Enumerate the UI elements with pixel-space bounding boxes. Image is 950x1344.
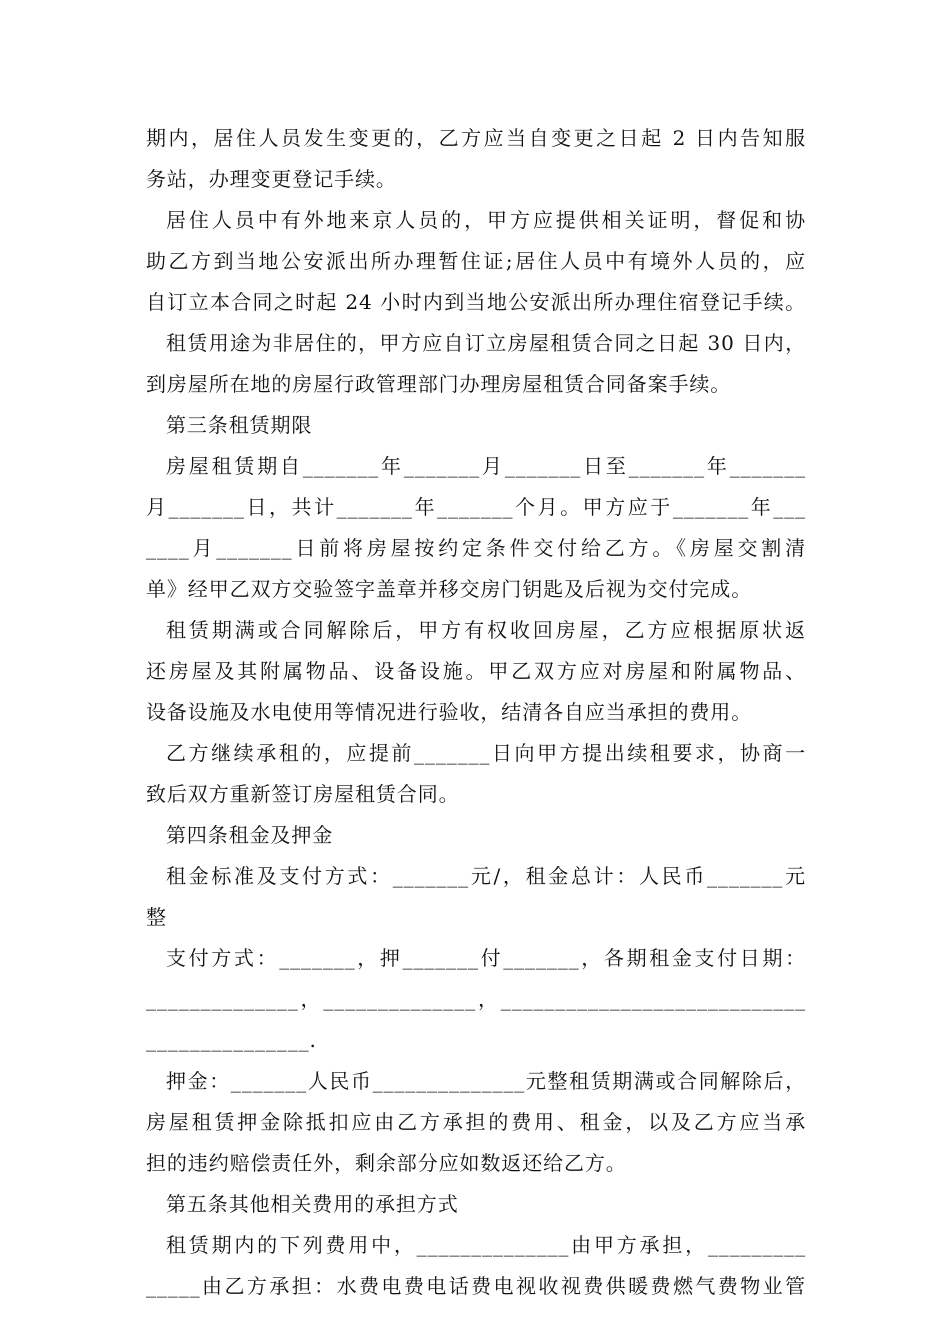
paragraph-line: ______________，______________，____________________________ bbox=[146, 987, 806, 1011]
paragraph-line: 租赁期满或合同解除后，甲方有权收回房屋，乙方应根据原状返 bbox=[166, 618, 806, 642]
paragraph-line: _______________. bbox=[146, 1028, 317, 1052]
section-heading: 第四条租金及押金 bbox=[166, 823, 334, 847]
paragraph-line: 期内，居住人员发生变更的，乙方应当自变更之日起 2 日内告知服 bbox=[146, 126, 806, 150]
paragraph-line: _____由乙方承担：水费电费电话费电视收视费供暖费燃气费物业管 bbox=[146, 1274, 806, 1298]
paragraph-line: 月_______日，共计_______年_______个月。甲方应于_______年___ bbox=[146, 495, 806, 519]
paragraph-line: 租赁用途为非居住的，甲方应自订立房屋租赁合同之日起 30 日内， bbox=[166, 331, 806, 355]
paragraph-line: 致后双方重新签订房屋租赁合同。 bbox=[146, 782, 460, 806]
section-heading: 第五条其他相关费用的承担方式 bbox=[166, 1192, 459, 1216]
paragraph-line: 支付方式：_______，押_______付_______，各期租金支付日期： bbox=[166, 946, 806, 970]
paragraph-line: 整 bbox=[146, 905, 167, 929]
paragraph-line: 押金：_______人民币______________元整租赁期满或合同解除后， bbox=[166, 1069, 806, 1093]
paragraph-line: 助乙方到当地公安派出所办理暂住证;居住人员中有境外人员的，应 bbox=[146, 249, 806, 273]
section-heading: 第三条租赁期限 bbox=[166, 413, 313, 437]
paragraph-line: 房屋租赁押金除抵扣应由乙方承担的费用、租金，以及乙方应当承 bbox=[146, 1110, 806, 1134]
paragraph-line: 单》经甲乙双方交验签字盖章并移交房门钥匙及后视为交付完成。 bbox=[146, 577, 753, 601]
paragraph-line: 务站，办理变更登记手续。 bbox=[146, 167, 397, 191]
paragraph-line: 担的违约赔偿责任外，剩余部分应如数返还给乙方。 bbox=[146, 1151, 627, 1175]
paragraph-line: 到房屋所在地的房屋行政管理部门办理房屋租赁合同备案手续。 bbox=[146, 372, 732, 396]
paragraph-line: 设备设施及水电使用等情况进行验收，结清各自应当承担的费用。 bbox=[146, 700, 753, 724]
paragraph-line: 自订立本合同之时起 24 小时内到当地公安派出所办理住宿登记手续。 bbox=[146, 290, 806, 314]
paragraph-line: 居住人员中有外地来京人员的，甲方应提供相关证明，督促和协 bbox=[166, 208, 806, 232]
paragraph-line: 房屋租赁期自_______年_______月_______日至_______年_______ bbox=[166, 454, 806, 478]
paragraph-line: ____月_______日前将房屋按约定条件交付给乙方。《房屋交割清 bbox=[146, 536, 806, 560]
paragraph-line: 租赁期内的下列费用中，______________由甲方承担，_________ bbox=[166, 1233, 806, 1257]
paragraph-line: 还房屋及其附属物品、设备设施。甲乙双方应对房屋和附属物品、 bbox=[146, 659, 806, 683]
contract-page bbox=[146, 118, 806, 1307]
paragraph-line: 租金标准及支付方式：_______元/，租金总计：人民币_______元 bbox=[166, 864, 806, 888]
paragraph-line: 乙方继续承租的，应提前_______日向甲方提出续租要求，协商一 bbox=[166, 741, 806, 765]
